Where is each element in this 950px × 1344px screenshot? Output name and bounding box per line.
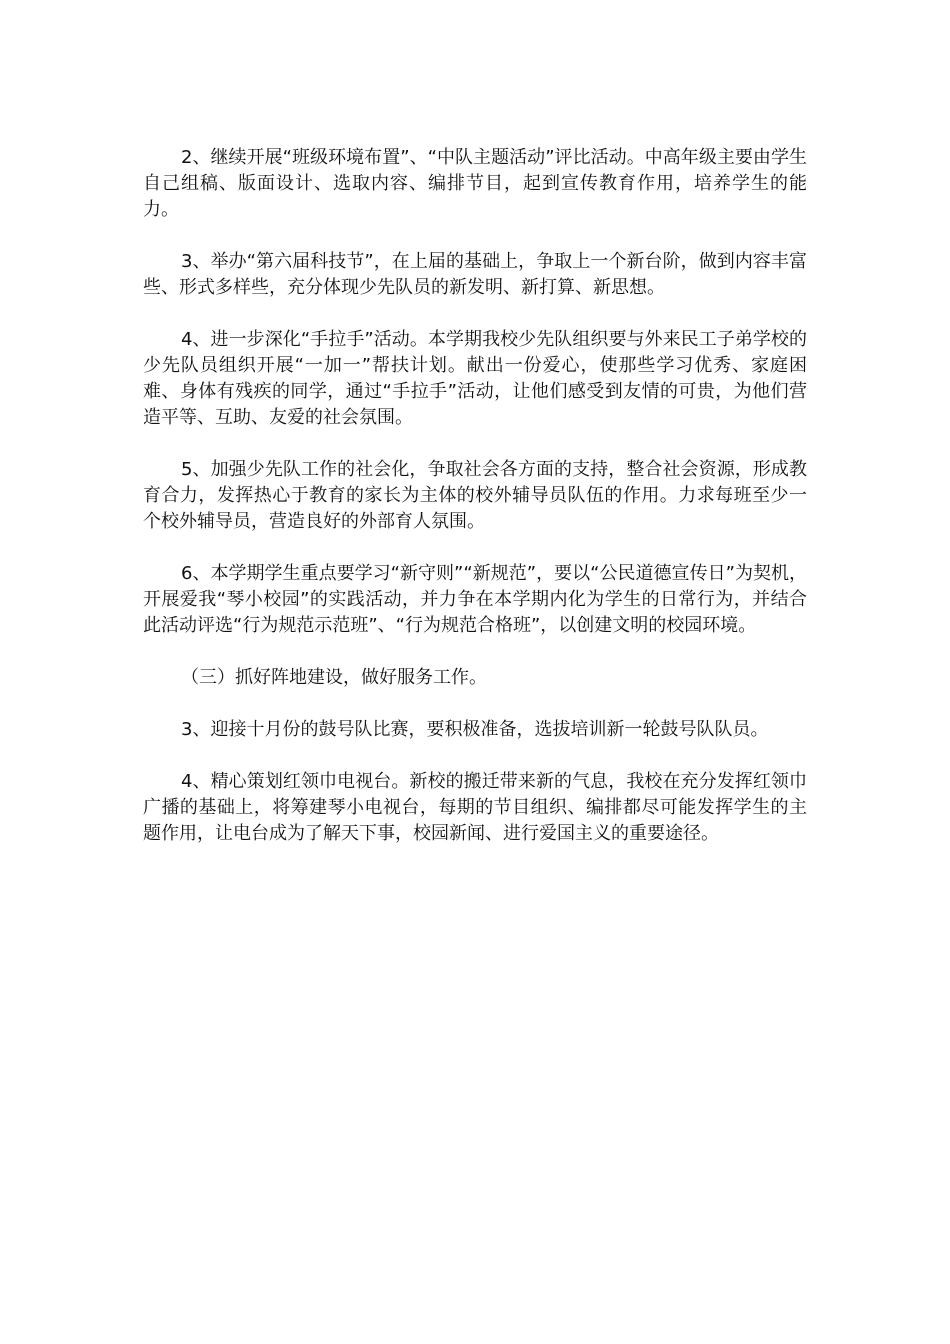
paragraph-item-3-science-festival: 3、举办“第六届科技节”，在上届的基础上，争取上一个新台阶，做到内容丰富些、形式多样些，充分体现少先队员的新发明、新打算、新思想。	[143, 251, 807, 298]
document-body	[143, 145, 807, 873]
paragraph-item-4-tv-station: 4、精心策划红领巾电视台。新校的搬迁带来新的气息，我校在充分发挥红领巾广播的基础上，将筹建琴小电视台，每期的节目组织、编排都尽可能发挥学生的主题作用，让电台成为了解天下事，校园新闻、进行爱国主义的重要途径。	[143, 771, 807, 844]
section-heading-three: （三）抓好阵地建设，做好服务工作。	[181, 667, 487, 688]
paragraph-item-2-class-environment: 2、继续开展“班级环境布置”、“中队主题活动”评比活动。中高年级主要由学生自己组稿、版面设计、选取内容、编排节目，起到宣传教育作用，培养学生的能力。	[143, 147, 807, 220]
paragraph-item-4-hand-in-hand: 4、进一步深化“手拉手”活动。本学期我校少先队组织要与外来民工子弟学校的少先队员组织开展“一加一”帮扶计划。献出一份爱心，使那些学习优秀、家庭困难、身体有残疾的同学，通过“手拉手”活动，让他们感受到友情的可贵，为他们营造平等、互助、友爱的社会氛围。	[143, 329, 807, 428]
paragraph-item-6-new-rules: 6、本学期学生重点要学习“新守则”“新规范”，要以“公民道德宣传日”为契机，开展爱我“琴小校园”的实践活动，并力争在本学期内化为学生的日常行为，并结合此活动评选“行为规范示范班”、“行为规范合格班”，以创建文明的校园环境。	[143, 563, 807, 636]
paragraph-item-3-drum-band: 3、迎接十月份的鼓号队比赛，要积极准备，选拔培训新一轮鼓号队队员。	[181, 719, 769, 740]
paragraph-item-5-socialization: 5、加强少先队工作的社会化，争取社会各方面的支持，整合社会资源，形成教育合力，发挥热心于教育的家长为主体的校外辅导员队伍的作用。力求每班至少一个校外辅导员，营造良好的外部育人氛围。	[143, 459, 807, 532]
